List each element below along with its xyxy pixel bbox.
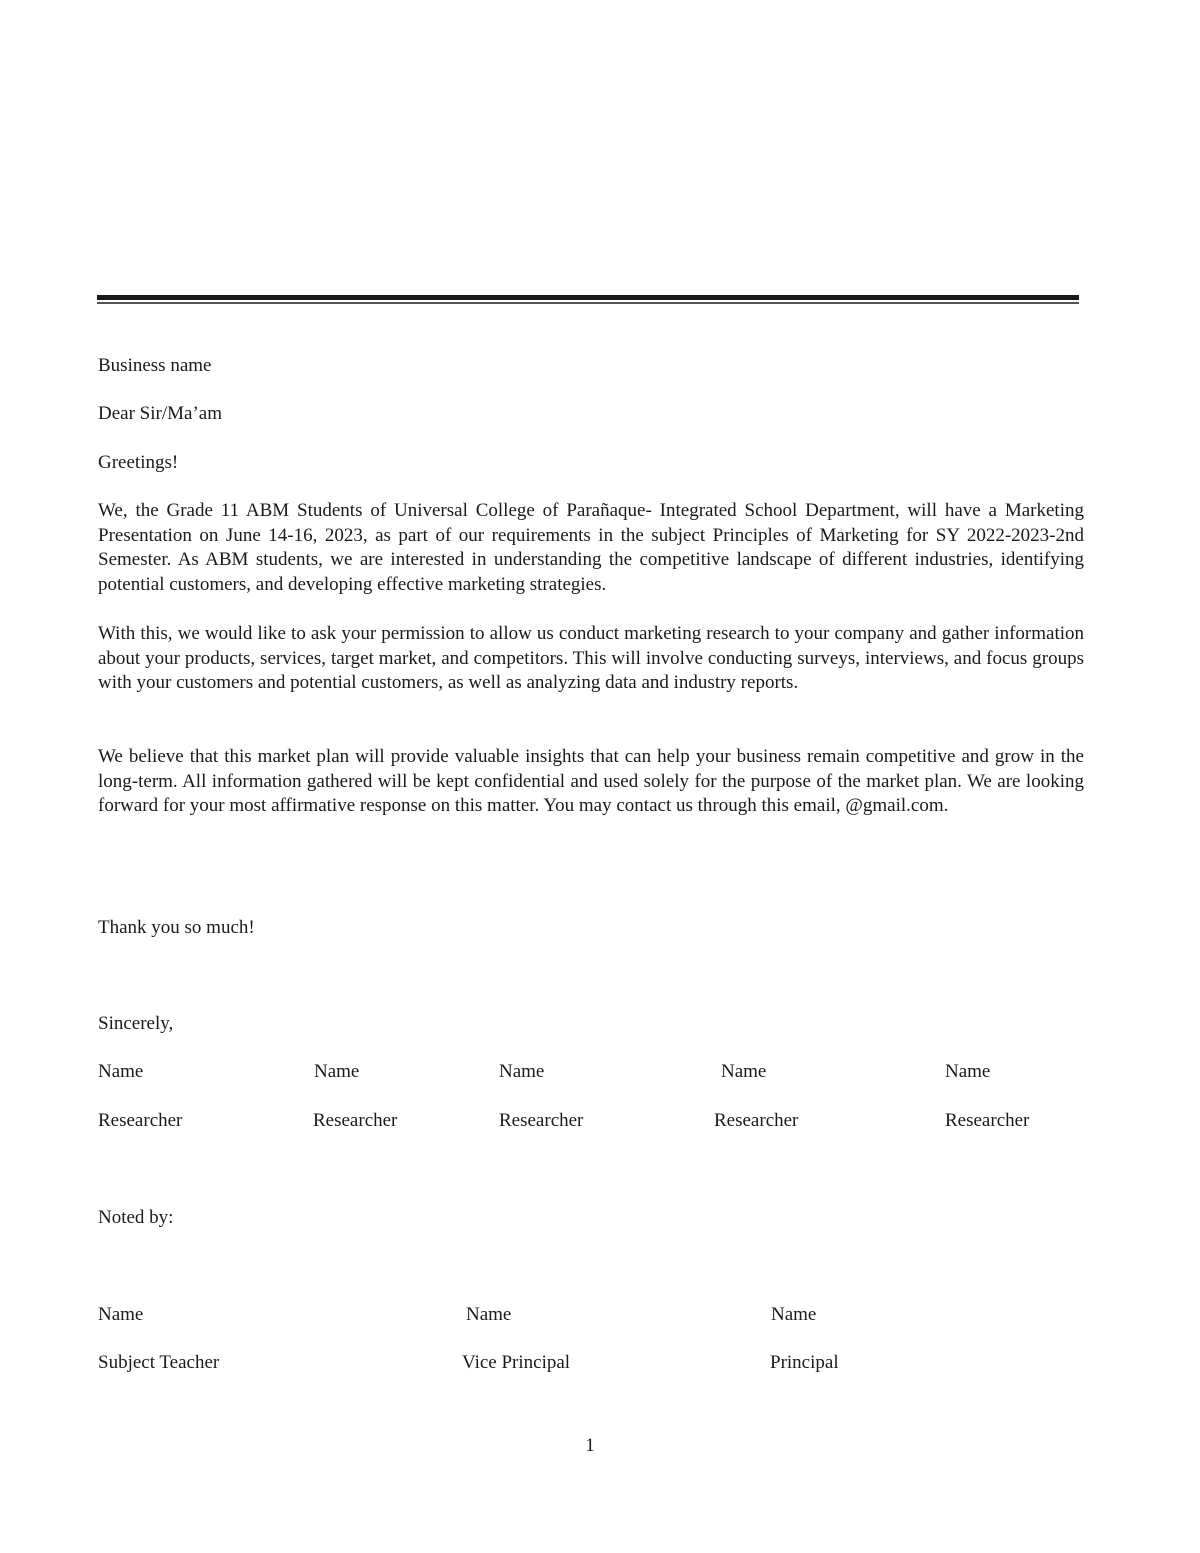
researcher-4-role: Researcher [714, 1110, 799, 1131]
researcher-1-name: Name [98, 1061, 144, 1082]
researcher-4-name: Name [721, 1061, 767, 1082]
salutation: Dear Sir/Ma’am [98, 403, 222, 424]
noted-by-label: Noted by: [98, 1207, 174, 1228]
researcher-1-role: Researcher [98, 1110, 183, 1131]
researcher-5-name: Name [945, 1061, 991, 1082]
noted-by-2-name: Name [466, 1304, 512, 1325]
researcher-5-role: Researcher [945, 1110, 1030, 1131]
greeting: Greetings! [98, 452, 179, 473]
header-rule-thin [97, 302, 1079, 304]
business-name: Business name [98, 355, 212, 376]
page-number: 1 [585, 1435, 595, 1456]
body-paragraph-1: We, the Grade 11 ABM Students of Universal College of Parañaque- Integrated School Department, will have a Marketing Presentation on June 14-16, 2023, as part of our requirements in the subject Principles of Marketing for SY 2022-2023-2nd Semester. As ABM students, we are interested in understanding the competitive landscape of different industries, identifying potential customers, and developing effective marketing strategies. [98, 500, 1084, 595]
researcher-2-name: Name [314, 1061, 360, 1082]
researcher-3-name: Name [499, 1061, 545, 1082]
researcher-2-role: Researcher [313, 1110, 398, 1131]
noted-by-3-name: Name [771, 1304, 817, 1325]
researcher-3-role: Researcher [499, 1110, 584, 1131]
body-paragraph-2: With this, we would like to ask your permission to allow us conduct marketing research to your company and gather information about your products, services, target market, and competitors. This will involve conducting surveys, interviews, and focus groups with your customers and potential customers, as well as analyzing data and industry reports. [98, 623, 1084, 693]
header-rule-thick [97, 295, 1079, 300]
body-paragraph-3: We believe that this market plan will provide valuable insights that can help your business remain competitive and grow in the long-term. All information gathered will be kept confidential and used solely for the purpose of the market plan. We are looking forward for your most affirmative response on this matter. You may contact us through this email, @gmail.com. [98, 746, 1084, 816]
thanks-line: Thank you so much! [98, 917, 255, 938]
noted-by-1-name: Name [98, 1304, 144, 1325]
noted-by-2-role: Vice Principal [462, 1352, 571, 1373]
noted-by-1-role: Subject Teacher [98, 1352, 220, 1373]
closing: Sincerely, [98, 1013, 174, 1034]
noted-by-3-role: Principal [770, 1352, 839, 1373]
